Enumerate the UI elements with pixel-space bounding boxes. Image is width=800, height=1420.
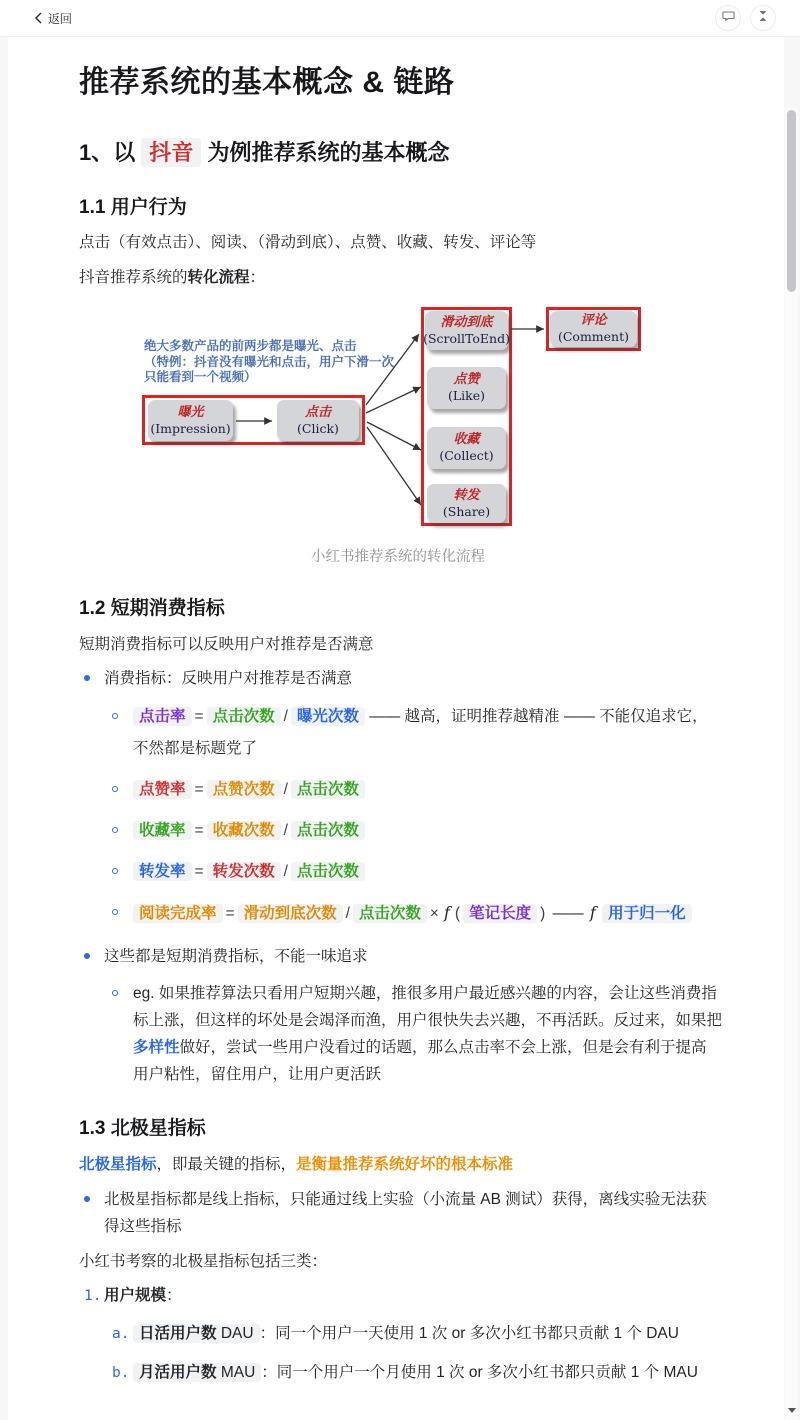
- ol-marker: a.: [112, 1325, 130, 1342]
- node-click: 点击 (Click): [277, 400, 359, 441]
- formula-share-rate: 转发率 = 转发次数 / 点击次数: [106, 856, 722, 888]
- section-1-3-heading: 1.3 北极星指标: [79, 1117, 206, 1139]
- formula-ctr: 点击率 = 点击次数 / 曝光次数 —— 越高，证明推荐越精准 —— 不能仅追求它，不然都是标题党了: [106, 701, 722, 765]
- formula-like-rate: 点赞率 = 点赞次数 / 点击次数: [106, 774, 722, 806]
- metric-chip: 点击次数: [291, 821, 365, 840]
- ol-marker: 1.: [84, 1287, 102, 1304]
- ordered-item-dau: a. 日活用户数 DAU ：同一个用户一天使用 1 次 or 多次小红书都只贡献 1 个 DAU: [106, 1320, 722, 1348]
- circle-bullet-icon: [112, 909, 118, 915]
- ordered-item-mau: b. 月活用户数 MAU ：同一个用户一个月使用 1 次 or 多次小红书都只贡献 1 个 MAU: [106, 1359, 722, 1387]
- circle-bullet-icon: [112, 713, 118, 719]
- three-types-intro: 小红书考察的北极星指标包括三类：: [79, 1252, 328, 1270]
- node-like: 点赞 (Like): [427, 367, 506, 409]
- metric-chip: 笔记长度: [463, 904, 537, 923]
- back-chevron-icon: [34, 12, 43, 24]
- comment-icon: [722, 9, 735, 27]
- circle-bullet-icon: [112, 868, 118, 874]
- arrow-down-icon: [788, 1408, 796, 1413]
- metric-chip: 转发次数: [207, 862, 281, 881]
- metric-chip: 转发率: [133, 862, 192, 881]
- bullet-icon: [84, 953, 90, 959]
- metric-chip: 点击率: [133, 707, 192, 726]
- collapse-icon: [757, 9, 769, 27]
- ordered-item-user-scale: 1. 用户规模：: [79, 1283, 722, 1309]
- douyin-chip: 抖音: [141, 138, 201, 167]
- dau-chip: 日活用户数 DAU: [133, 1324, 260, 1343]
- node-comment: 评论 (Comment): [550, 311, 637, 347]
- metric-chip: 点击次数: [291, 780, 365, 799]
- page-title: 推荐系统的基本概念 & 链路: [79, 66, 455, 99]
- bullet-icon: [84, 675, 90, 681]
- comment-button[interactable]: [715, 5, 741, 31]
- example-item: eg. 如果推荐算法只看用户短期兴趣，推很多用户最近感兴趣的内容，会让这些消费指标上涨，但这样的坏处是会竭泽而渔，用户很快失去兴趣，不再活跃。反过来，如果把多样性做好，尝试一些用户没看过的话题，那么点击率不会上涨，但是会有利于提高用户粘性，留住用户，让用户更活跃: [106, 980, 722, 1088]
- list-item: 北极星指标都是线上指标，只能通过线上实验（小流量 AB 测试）获得，离线实验无法获得这些指标: [79, 1186, 722, 1240]
- node-scroll-to-end: 滑动到底 (ScrollToEnd): [425, 311, 508, 350]
- topbar-actions: [715, 5, 776, 31]
- flow-arrows: [142, 303, 654, 532]
- section-1-2-heading: 1.2 短期消费指标: [79, 598, 225, 620]
- metric-chip: 点击次数: [353, 904, 427, 923]
- conversion-intro-text: 抖音推荐系统的转化流程：: [79, 269, 266, 287]
- node-collect: 收藏 (Collect): [427, 427, 506, 469]
- metric-chip: 收藏率: [133, 821, 192, 840]
- metric-chip: 点赞率: [133, 780, 192, 799]
- metric-chip: 点击次数: [291, 862, 365, 881]
- node-share: 转发 (Share): [427, 484, 506, 523]
- conversion-flow-diagram: [142, 303, 654, 532]
- formula-collect-rate: 收藏率 = 收藏次数 / 点击次数: [106, 815, 722, 847]
- metric-chip: 曝光次数: [291, 707, 365, 726]
- formula-read-completion: 阅读完成率 = 滑动到底次数 / 点击次数 × f ( 笔记长度 ) —— f 用于归一化: [106, 897, 722, 930]
- mau-chip: 月活用户数 MAU: [133, 1363, 261, 1382]
- back-button[interactable]: [34, 10, 72, 27]
- circle-bullet-icon: [112, 786, 118, 792]
- scrollbar-track[interactable]: [785, 108, 798, 1420]
- bullet-icon: [84, 1196, 90, 1202]
- circle-bullet-icon: [112, 827, 118, 833]
- metric-chip: 用于归一化: [602, 904, 692, 923]
- scroll-down-button[interactable]: [785, 1403, 798, 1417]
- metric-chip: 收藏次数: [207, 821, 281, 840]
- user-behavior-text: 点击（有效点击）、阅读、（滑动到底）、点赞、收藏、转发、评论等: [79, 234, 537, 252]
- metric-chip: 阅读完成率: [133, 904, 223, 923]
- math-f: f: [589, 902, 596, 922]
- math-f: f: [443, 902, 450, 922]
- list-item: 消费指标：反映用户对推荐是否满意: [79, 666, 722, 692]
- circle-bullet-icon: [112, 990, 118, 996]
- back-label: 返回: [48, 11, 73, 26]
- diagram-annotation: 绝大多数产品的前两步都是曝光、点击 （特例：抖音没有曝光和点击，用户下滑一次 只能看到一个视频）: [144, 339, 395, 385]
- short-term-intro: 短期消费指标可以反映用户对推荐是否满意: [79, 635, 374, 653]
- collapse-button[interactable]: [750, 5, 776, 31]
- scrollbar-thumb[interactable]: [787, 110, 796, 292]
- metric-chip: 滑动到底次数: [238, 904, 343, 923]
- metric-chip: 点击次数: [207, 707, 281, 726]
- diagram-caption: 小红书推荐系统的转化流程: [311, 549, 485, 566]
- diversity-link: 多样性: [133, 1038, 180, 1056]
- list-item: 这些都是短期消费指标，不能一味追求: [79, 944, 722, 970]
- section-1-heading: 1、以 抖音 为例推荐系统的基本概念: [79, 140, 450, 165]
- document-sheet: [8, 37, 784, 1420]
- north-star-intro: 北极星指标，即最关键的指标，是衡量推荐系统好坏的根本标准: [79, 1155, 514, 1173]
- top-bar: [0, 0, 800, 37]
- ol-marker: b.: [112, 1364, 130, 1381]
- section-1-1-heading: 1.1 用户行为: [79, 196, 187, 218]
- metric-chip: 点赞次数: [207, 780, 281, 799]
- node-impression: 曝光 (Impression): [148, 400, 233, 441]
